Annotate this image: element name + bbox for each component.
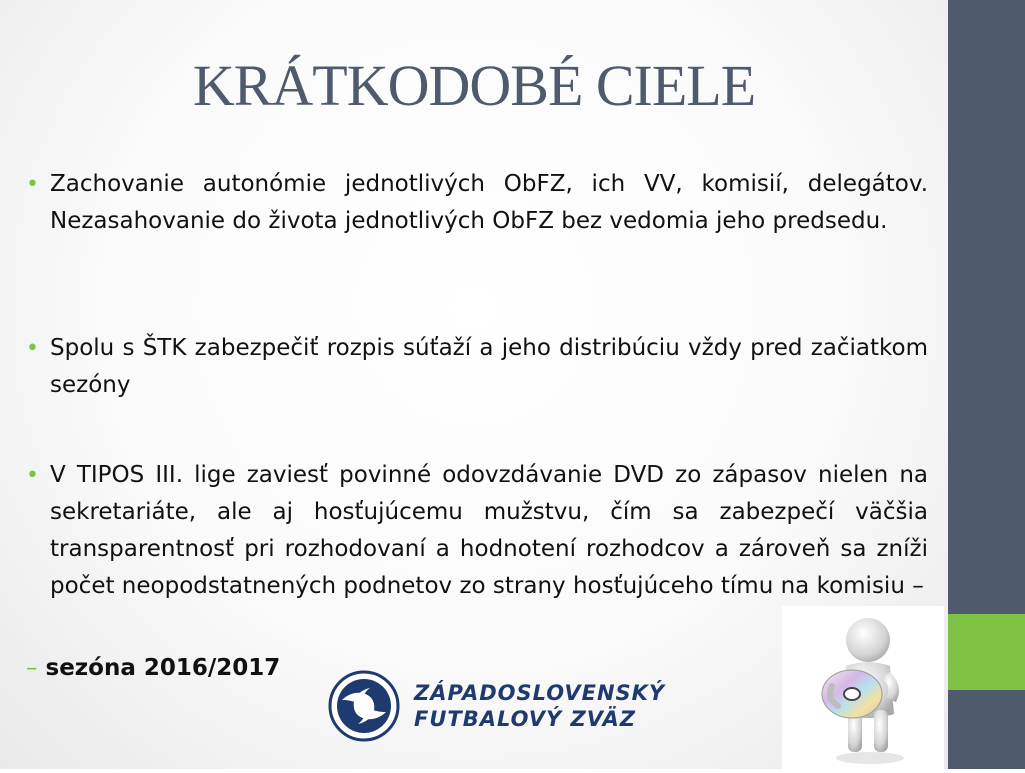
bullet-dot-icon: • xyxy=(26,336,39,361)
bullet-dot-icon: • xyxy=(26,463,39,488)
bullet-text: Zachovanie autonómie jednotlivých ObFZ, ich VV, komisií, delegátov. Nezasahovanie do života jednotlivých ObFZ bez vedomia jeho predsedu. xyxy=(50,171,928,234)
person-holding-dvd-icon xyxy=(782,606,944,769)
zfz-logo-text xyxy=(414,680,665,732)
bullet-dot-icon: • xyxy=(26,172,39,197)
sidebar-accent-block xyxy=(948,614,1025,690)
bullet-item xyxy=(26,166,928,240)
zfz-logo xyxy=(328,670,688,742)
slide-title: KRÁTKODOBÉ CIELE xyxy=(192,53,756,118)
sub-item-text: sezóna 2016/2017 xyxy=(45,655,281,681)
zfz-emblem-icon xyxy=(328,670,400,742)
figure-with-disc-image xyxy=(782,606,944,769)
bullet-text: Spolu s ŠTK zabezpečiť rozpis súťaží a jeho distribúciu vždy pred začiatkom sezóny xyxy=(50,335,928,398)
sub-item xyxy=(26,650,280,687)
logo-line-1: ZÁPADOSLOVENSKÝ xyxy=(414,681,666,705)
bullet-item xyxy=(26,330,928,404)
bullet-item xyxy=(26,457,928,605)
logo-line-2: FUTBALOVÝ ZVÄZ xyxy=(414,707,637,731)
bullet-text: V TIPOS III. lige zaviesť povinné odovzdávanie DVD zo zápasov nielen na sekretariáte, ale aj hosťujúcemu mužstvu, čím sa zabezpečí väčšia transparentnosť pri rozhodovaní a hodnotení rozhodcov a zároveň sa zníži počet neopodstatnených podnetov zo strany hosťujúceho tímu na komisiu – xyxy=(50,462,928,599)
dash-icon: – xyxy=(26,655,38,681)
